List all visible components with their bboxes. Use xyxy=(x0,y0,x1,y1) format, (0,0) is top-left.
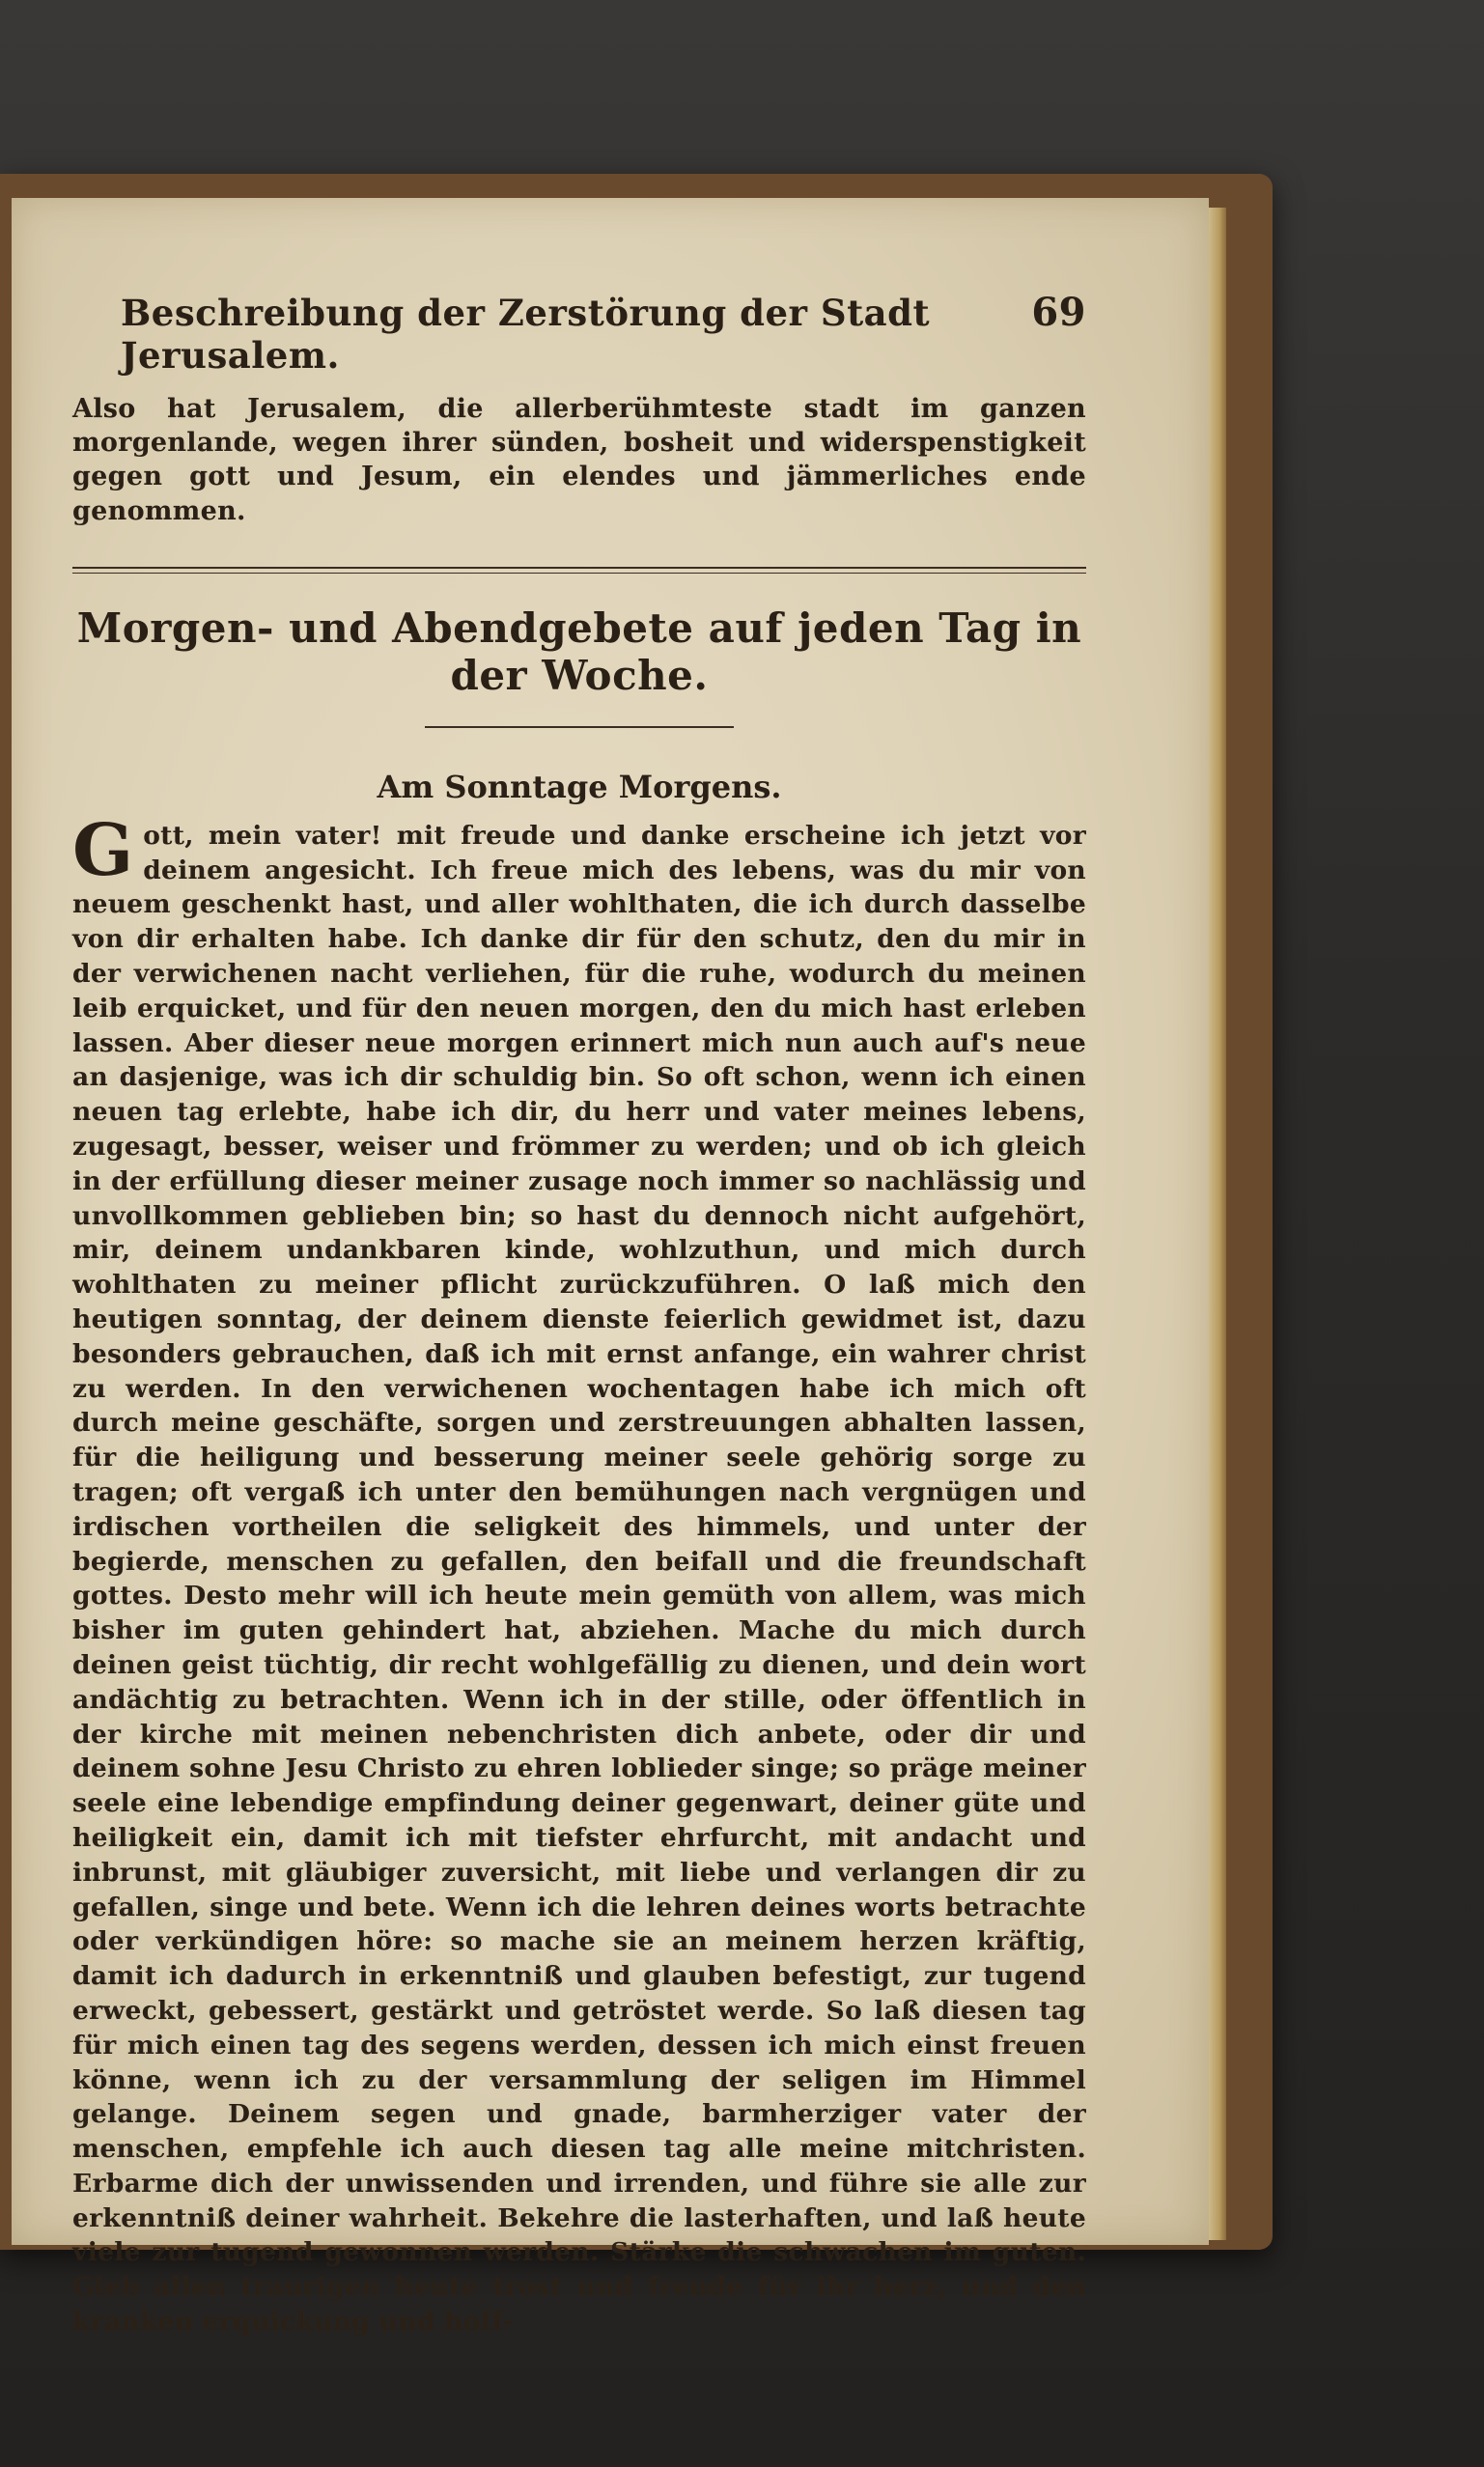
page-number: 69 xyxy=(1031,290,1086,335)
running-head xyxy=(121,290,1086,377)
intro-paragraph: Also hat Jerusalem, die allerberühmteste stadt im ganzen morgenlande, wegen ihrer sünden, bosheit und widerspenstigkeit gegen gott und Jesum, ein elendes und jämmerliches ende genommen. xyxy=(72,394,1086,526)
double-rule xyxy=(72,567,1086,574)
page-content xyxy=(72,290,1086,2340)
drop-cap: G xyxy=(72,808,134,892)
section-title: Morgen- und Abendgebete auf jeden Tag in der Woche. xyxy=(76,603,1082,699)
short-rule xyxy=(425,726,734,728)
page-edge xyxy=(1209,208,1226,2240)
prayer-text: ott, mein vater! mit freude und danke erscheine ich jetzt vor deinem angesicht. Ich freue mich des lebens, was du mir von neuem geschenkt hast, und aller wohlthaten, die ich durch dasselbe von dir erhalten habe. Ich danke dir für den schutz, den du mir in der verwichenen nacht verliehen, für die ruhe, wodurch du meinen leib erquicket, und für den neuen morgen, den du mich hast erleben lassen. Aber dieser neue morgen erinnert mich nun auch auf's neue an dasjenige, was ich dir schuldig bin. So oft schon, wenn ich einen neuen tag erlebte, habe ich dir, du herr und vater meines lebens, zugesagt, besser, weiser und frömmer zu werden; und ob ich gleich in der erfüllung dieser meiner zusage noch immer so nachlässig und unvollkommen geblieben bin; so hast du dennoch nicht aufgehört, mir, deinem undankbaren kinde, wohlzuthun, und mich durch wohlthaten zu meiner pflicht zurückzuführen. O laß mich den heutigen sonntag, der deinem dienste feierlich gewidmet ist, dazu besonders gebrauchen, daß ich mit ernst anfange, ein wahrer christ zu werden. In den verwichenen wochentagen habe ich mich oft durch meine geschäfte, sorgen und zerstreuungen abhalten lassen, für die heiligung und besserung meiner seele gehörig sorge zu tragen; oft vergaß ich unter den bemühungen nach vergnügen und irdischen vortheilen die seligkeit des himmels, und unter der begierde, menschen zu gefallen, den beifall und die freundschaft gottes. Desto mehr will ich heute mein gemüth von allem, was mich bisher im guten gehindert hat, abziehen. Mache du mich durch deinen geist tüchtig, dir recht wohlgefällig zu dienen, und dein wort andächtig zu betrachten. Wenn ich in der stille, oder öffentlich in der kirche mit meinen nebenchristen dich anbete, oder dir und deinem sohne Jesu Christo zu ehren loblieder singe; so präge meiner seele eine lebendige empfindung deiner gegenwart, deiner güte und heiligkeit ein, damit ich mit tiefster ehrfurcht, mit andacht und inbrunst, mit gläubiger zuversicht, mit liebe und verlangen dir zu gefallen, singe und bete. Wenn ich die lehren deines worts betrachte oder verkündigen höre: so mache sie an meinem herzen kräftig, damit ich dadurch in erkenntniß und glauben befestigt, zur tugend erweckt, gebessert, gestärkt und getröstet werde. So laß diesen tag für mich einen tag des segens werden, dessen ich mich einst freuen könne, wenn ich zu der versammlung der seligen im Himmel gelange. Deinem segen und gnade, barmherziger vater der menschen, empfehle ich auch diesen tag alle meine mitchristen. Erbarme dich der unwissenden und irrenden, und führe sie alle zur erkenntniß deiner wahrheit. Bekehre die lasterhaften, und laß heute viele zur tugend gewonnen werden. Stärke die schwachen im guten. Gieb allen traurigen heute trost und freude für ihr herz, und den kranken erquickung und hoff- xyxy=(72,820,1086,2338)
running-title: Beschreibung der Zerstörung der Stadt Jerusalem. xyxy=(121,292,931,377)
prayer-body xyxy=(72,808,1086,2340)
prayer-subtitle: Am Sonntage Morgens. xyxy=(377,768,782,805)
